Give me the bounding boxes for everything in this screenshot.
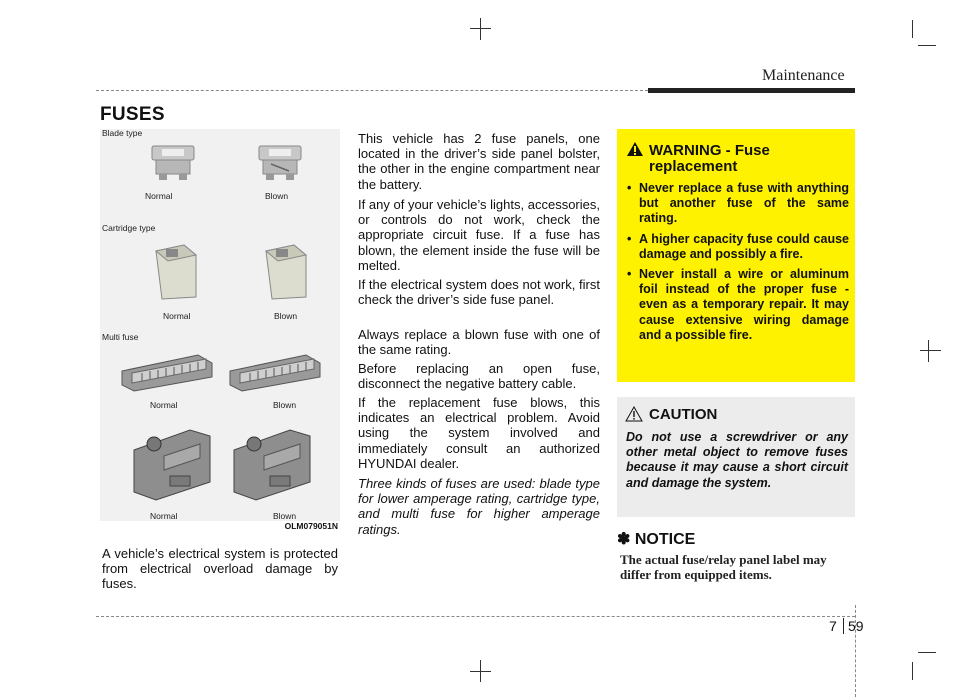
paragraph-fuse-kinds: Three kinds of fuses are used: blade type for lower amperage rating, cartridge type, and multi fuse for higher amperage ratings. <box>358 476 600 537</box>
crop-mark <box>480 18 481 40</box>
section-title: Maintenance <box>762 67 845 84</box>
crop-mark <box>470 28 491 29</box>
blade-type-label: Blade type <box>102 128 143 138</box>
footer-rule <box>96 616 855 617</box>
warning-item: • Never replace a fuse with anything but another fuse of the same rating. <box>627 181 849 227</box>
caution-triangle-icon <box>625 406 643 422</box>
caption-blown: Blown <box>273 400 297 410</box>
warning-item: • A higher capacity fuse could cause damage and possibly a fire. <box>627 232 849 262</box>
header-rule <box>96 90 648 91</box>
multi-fuse-large-blown-image <box>230 426 314 502</box>
warning-triangle-icon <box>626 141 644 157</box>
multi-fuse-label: Multi fuse <box>102 332 139 342</box>
crop-mark <box>918 45 936 46</box>
cartridge-type-label: Cartridge type <box>102 223 156 233</box>
caution-text: Do not use a screwdriver or any other metal object to remove fuses because it may cause a short circuit and damage the system. <box>626 430 848 490</box>
caution-title: CAUTION <box>649 406 718 423</box>
cartridge-fuse-blown-image <box>258 241 310 301</box>
page-number: 59 <box>848 618 864 634</box>
paragraph-same-rating: Always replace a blown fuse with one of the same rating. <box>358 327 600 358</box>
blade-fuse-blown-image <box>257 144 303 182</box>
caption-blown: Blown <box>274 311 298 321</box>
warning-title: WARNING - Fuse replacement <box>649 142 770 175</box>
crop-mark <box>912 662 913 680</box>
warning-list <box>627 181 849 348</box>
notice-text: The actual fuse/relay panel label may differ from equipped items. <box>620 552 827 582</box>
warning-box <box>617 129 855 382</box>
caption-blown: Blown <box>265 191 289 201</box>
page-heading: FUSES <box>100 104 165 125</box>
caption-normal: Normal <box>150 400 178 410</box>
multi-fuse-blown-image <box>226 351 324 393</box>
notice-symbol-icon: ✽ <box>617 531 631 548</box>
page-number-divider <box>843 618 844 634</box>
caption-normal: Normal <box>163 311 191 321</box>
caption-blown: Blown <box>273 511 297 521</box>
warning-item: • Never install a wire or aluminum foil instead of the proper fuse - even as a temporary repair. It may cause extensive wiring damage and a possible fire. <box>627 267 849 343</box>
crop-mark <box>918 652 936 653</box>
crop-mark <box>928 340 929 362</box>
caption-normal: Normal <box>145 191 173 201</box>
intro-paragraph: A vehicle’s electrical system is protected from electrical overload damage by fuses. <box>102 546 338 592</box>
paragraph-check-fuse: If any of your vehicle’s lights, accessories, or controls do not work, check the appropriate circuit fuse. If a fuse has blown, the element inside the fuse will be melted. <box>358 197 600 273</box>
notice-heading-text: NOTICE <box>634 531 696 548</box>
header-bar <box>648 88 855 93</box>
notice-heading <box>617 529 695 549</box>
fuse-figure <box>100 128 340 531</box>
multi-fuse-normal-image <box>118 351 216 393</box>
blade-fuse-normal-image <box>150 144 196 182</box>
figure-code: OLM079051N <box>284 521 338 531</box>
paragraph-check-panel: If the electrical system does not work, first check the driver’s side fuse panel. <box>358 277 600 308</box>
caution-box <box>617 397 855 517</box>
chapter-number: 7 <box>829 618 837 634</box>
crop-mark <box>470 671 491 672</box>
paragraph-disconnect-battery: Before replacing an open fuse, disconnect the negative battery cable. <box>358 361 600 392</box>
crop-mark <box>920 350 941 351</box>
paragraph-electrical-problem: If the replacement fuse blows, this indicates an electrical problem. Avoid using the system involved and immediately consult an authorized HYUNDAI dealer. <box>358 395 600 471</box>
paragraph-fuse-panels: This vehicle has 2 fuse panels, one located in the driver’s side panel bolster, the other in the engine compartment near the battery. <box>358 131 600 192</box>
caption-normal: Normal <box>150 511 178 521</box>
cartridge-fuse-normal-image <box>148 241 200 301</box>
crop-mark <box>912 20 913 38</box>
multi-fuse-large-normal-image <box>130 426 214 502</box>
